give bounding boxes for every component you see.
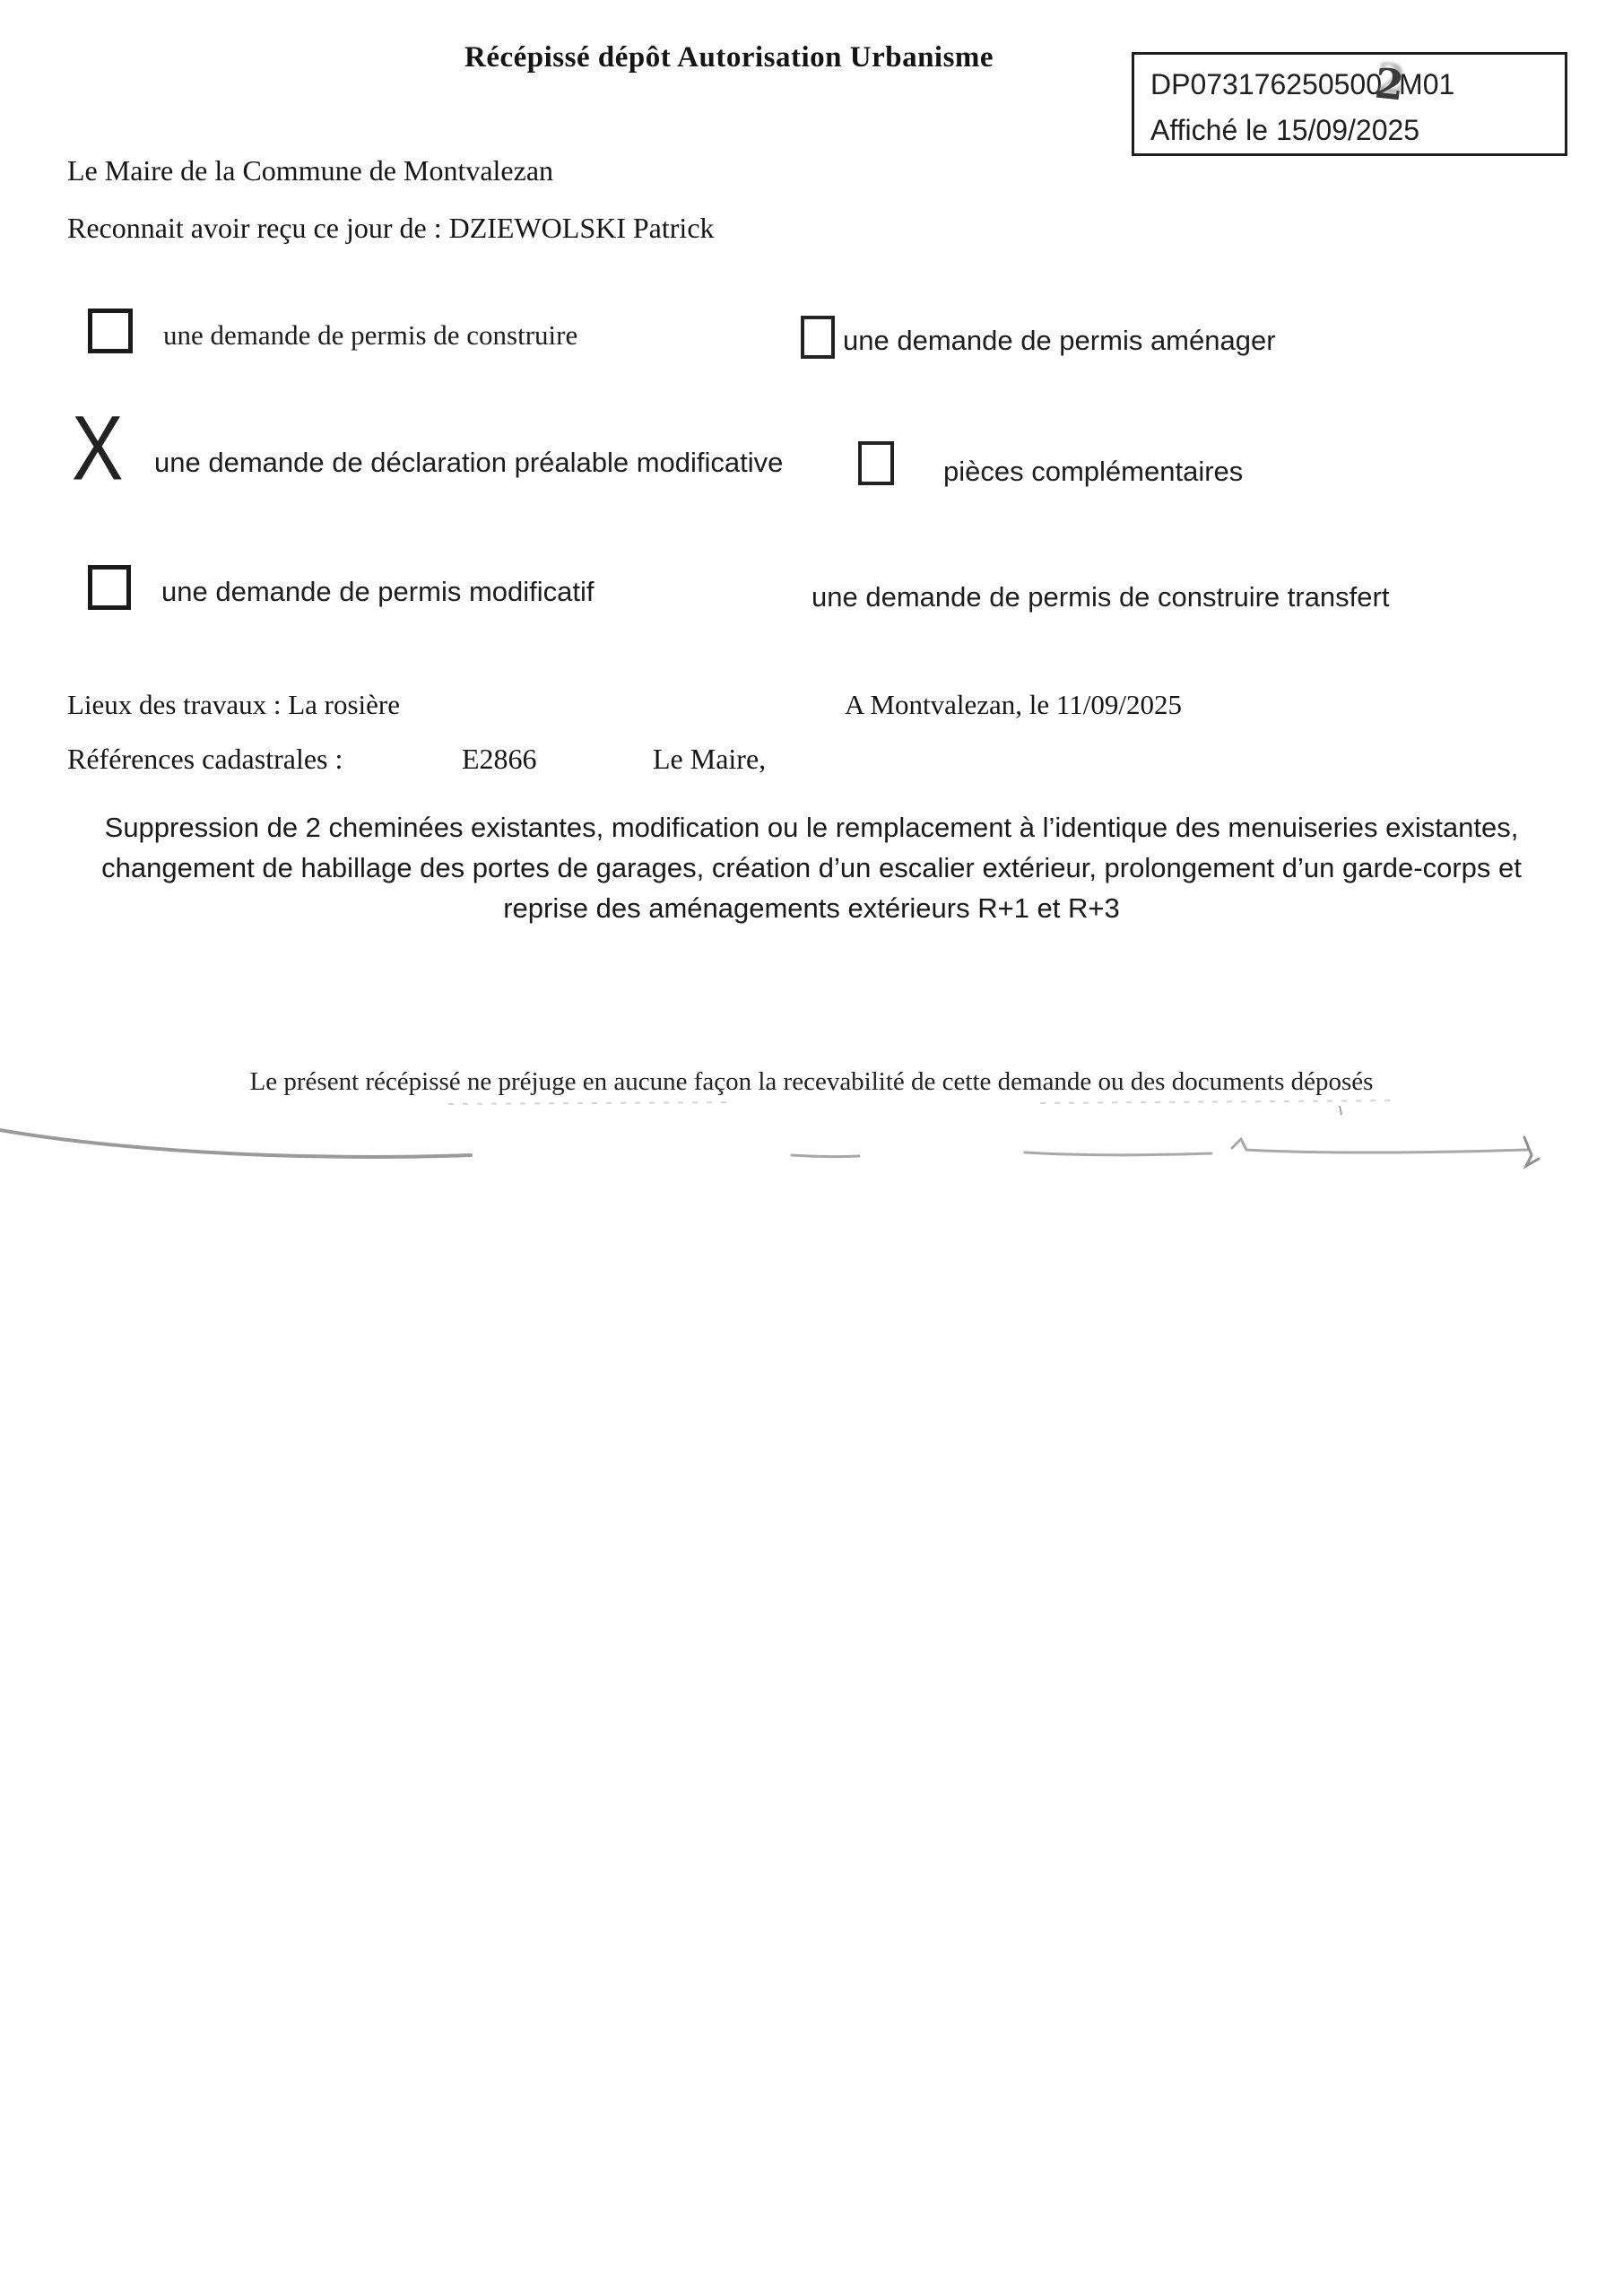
label-declaration-prealable: une demande de déclaration préalable modificative <box>154 447 784 478</box>
works-location: Lieux des travaux : La rosière <box>67 689 400 720</box>
x-check-mark: X <box>72 396 124 500</box>
label-pieces-complementaires: pièces complémentaires <box>943 456 1244 487</box>
reference-box <box>1132 52 1567 156</box>
posted-date: Affiché le 15/09/2025 <box>1150 113 1420 146</box>
mayor-line: Le Maire de la Commune de Montvalezan <box>67 154 554 187</box>
handwritten-digit: 2 <box>1372 58 1407 110</box>
page-title: Récépissé dépôt Autorisation Urbanisme <box>464 41 994 74</box>
cadastral-value: E2866 <box>462 743 537 775</box>
scan-artifact-lines <box>0 1096 1623 1195</box>
label-permis-construire-transfert: une demande de permis de construire transfert <box>812 581 1390 613</box>
works-description-line1: Suppression de 2 cheminées existantes, modification ou le remplacement à l’identique des menuiseries existantes, <box>104 812 1519 843</box>
checkbox-pieces-complementaires <box>858 441 894 485</box>
disclaimer-text: Le présent récépissé ne préjuge en aucune façon la recevabilité de cette demande ou des documents déposés <box>249 1067 1374 1096</box>
checkbox-permis-amenager <box>801 316 835 359</box>
checkbox-permis-construire <box>88 309 133 353</box>
label-permis-amenager: une demande de permis aménager <box>843 325 1276 356</box>
works-description <box>67 807 1556 928</box>
dossier-number-suffix: M01 <box>1399 68 1455 100</box>
dossier-number <box>1150 58 1565 110</box>
signature-label: Le Maire, <box>653 743 767 775</box>
label-permis-modificatif: une demande de permis modificatif <box>161 576 595 607</box>
dossier-number-prefix: DP073176250500 <box>1150 68 1383 100</box>
place-and-date: A Montvalezan, le 11/09/2025 <box>845 689 1182 720</box>
checkbox-permis-modificatif <box>88 565 131 610</box>
works-description-line3: reprise des aménagements extérieurs R+1 et R+3 <box>503 892 1120 924</box>
cadastral-label: Références cadastrales : <box>67 743 343 775</box>
received-from-line: Reconnait avoir reçu ce jour de : DZIEWOLSKI Patrick <box>67 212 715 244</box>
label-permis-construire: une demande de permis de construire <box>163 319 578 351</box>
works-description-line2: changement de habillage des portes de garages, création d’un escalier extérieur, prolongement d’un garde-corps et <box>101 852 1522 883</box>
